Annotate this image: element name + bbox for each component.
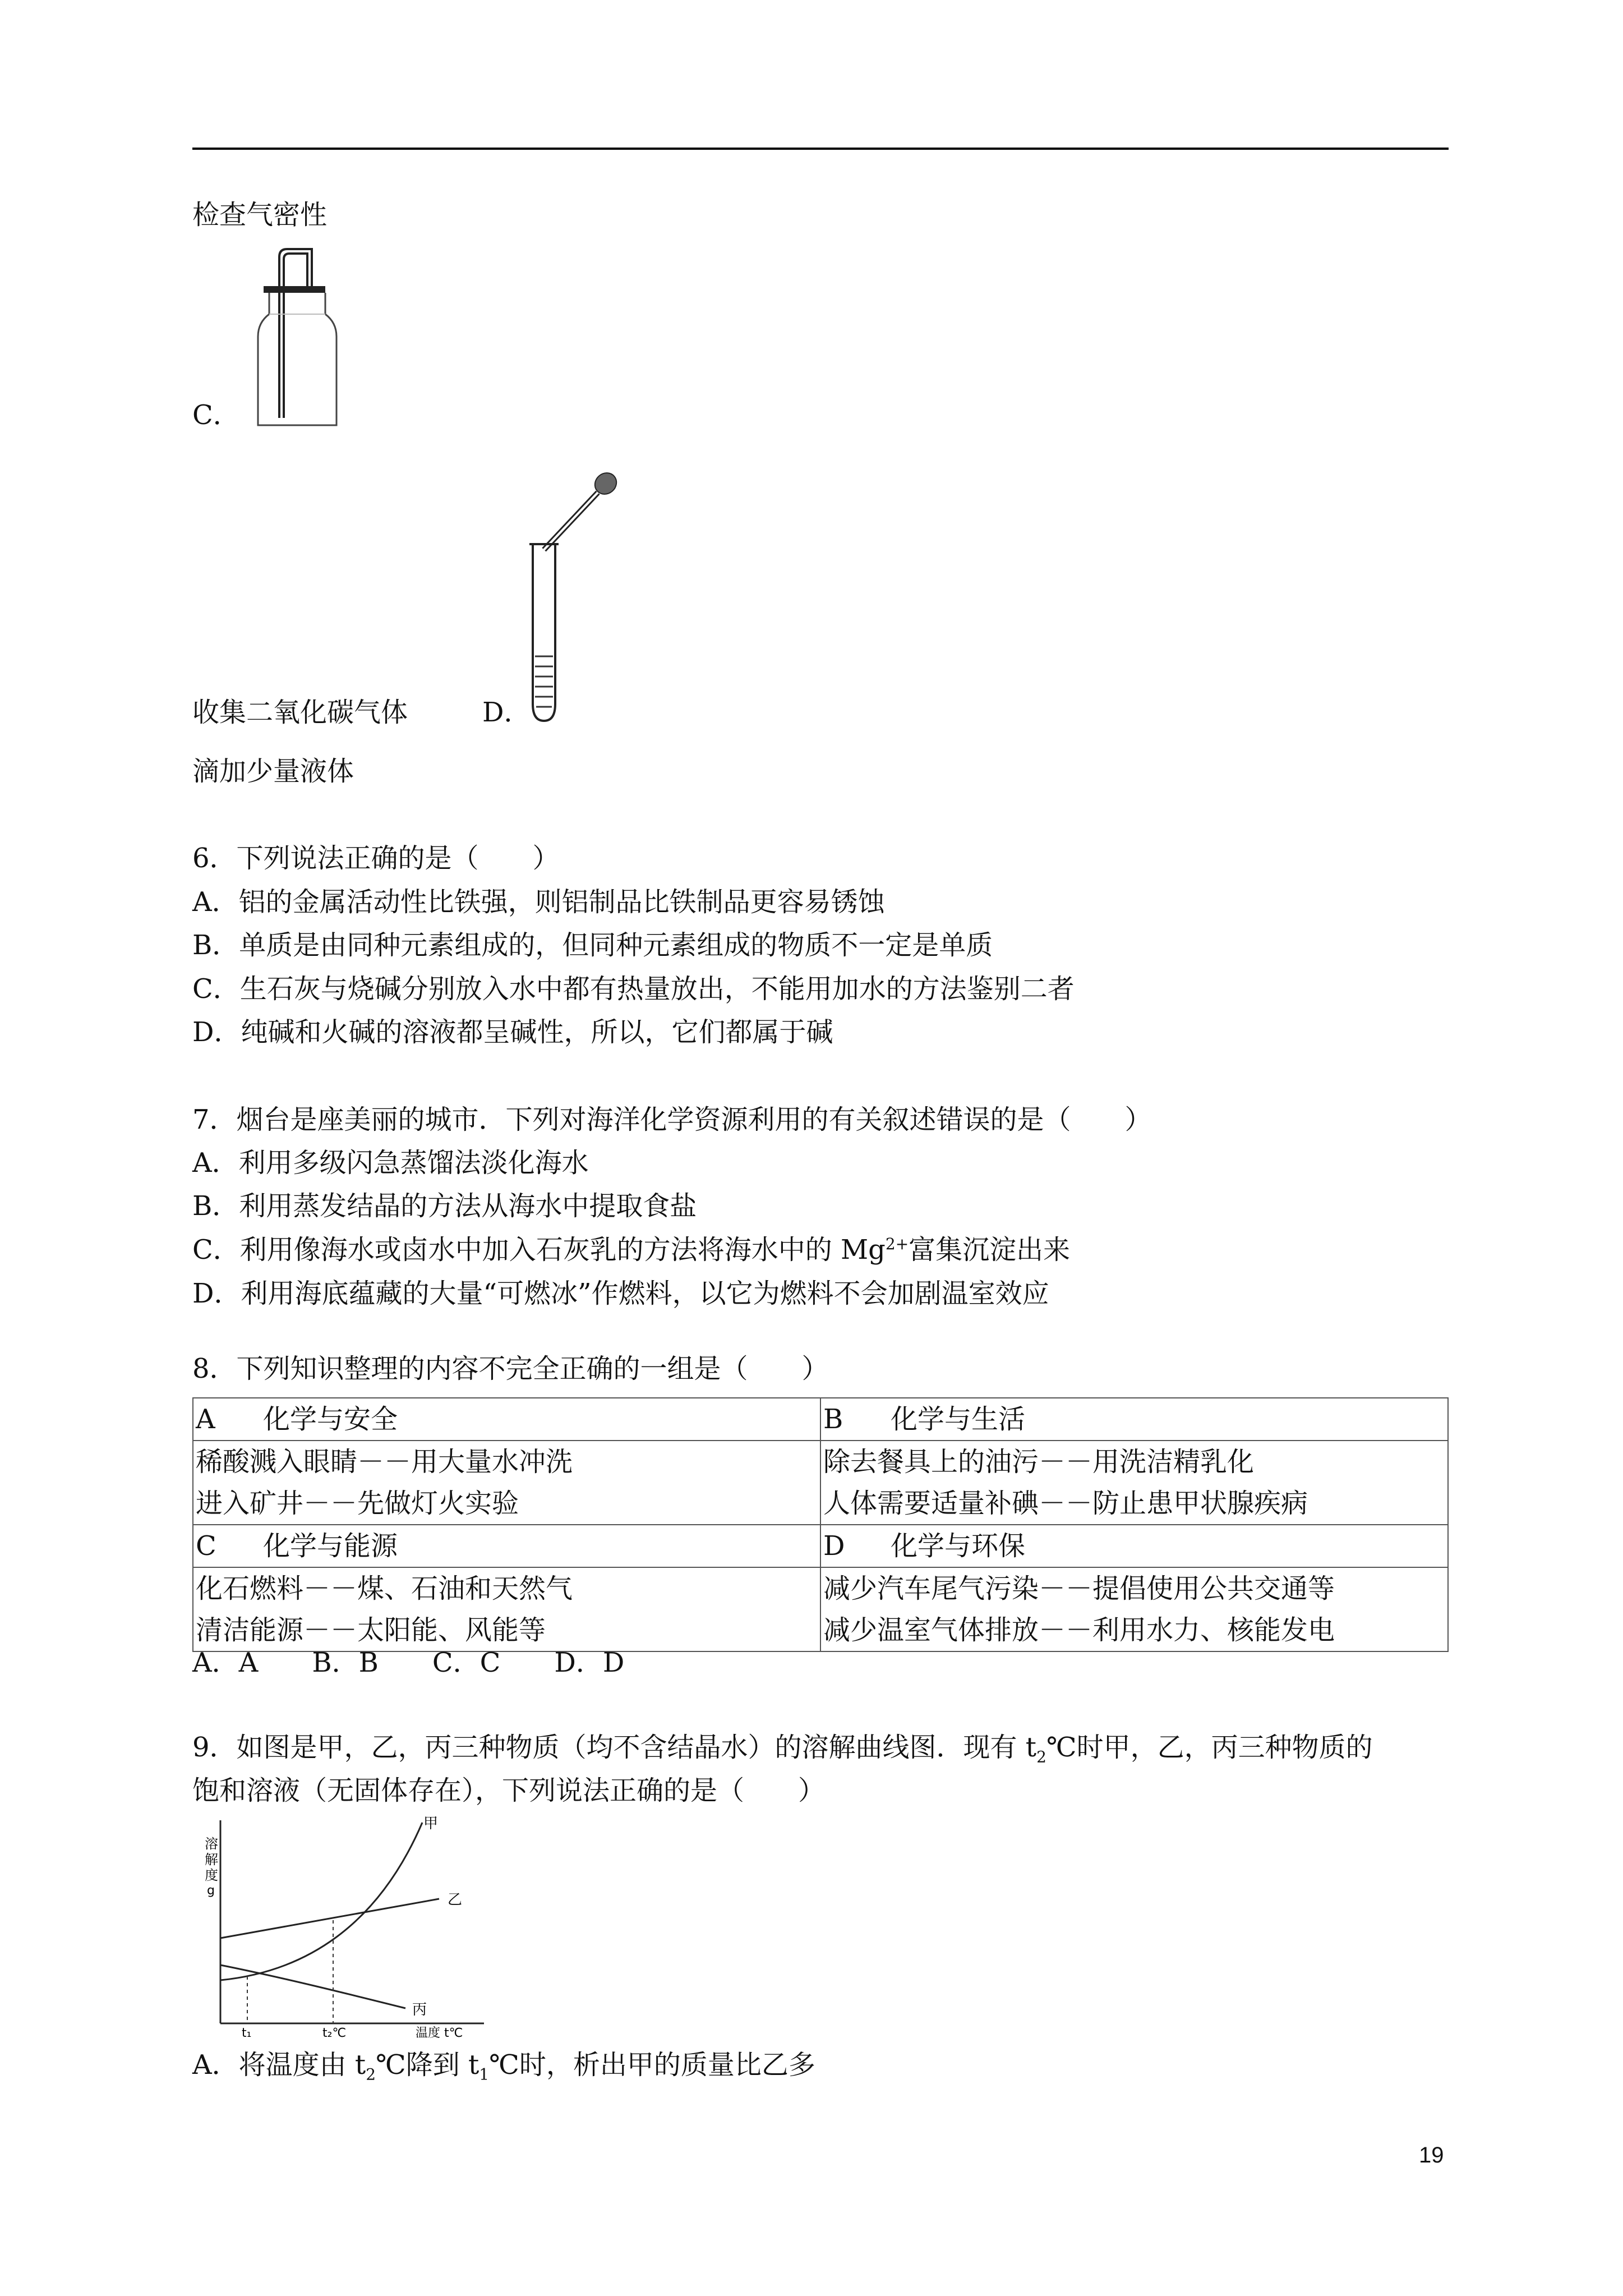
- cell-c-content: 化石燃料－－煤、石油和天然气 清洁能源－－太阳能、风能等: [193, 1567, 820, 1651]
- gas-bottle-airtightness-figure: [247, 247, 348, 432]
- q7-stem: 7．烟台是座美丽的城市．下列对海洋化学资源利用的有关叙述错误的是（ ）: [192, 1104, 1152, 1135]
- cell-a-content: 稀酸溅入眼睛－－用大量水冲洗 进入矿井－－先做灯火实验: [193, 1441, 820, 1525]
- q9-stem-line2: 饱和溶液（无固体存在），下列说法正确的是（ ）: [192, 1775, 826, 1806]
- option-d-label: D．: [482, 697, 531, 728]
- header-rule: [192, 148, 1449, 150]
- solubility-curve-figure: [192, 1815, 506, 2039]
- cell-d-header: D 化学与环保: [820, 1525, 1448, 1567]
- q6-option-a: A．铝的金属活动性比铁强，则铝制品比铁制品更容易锈蚀: [192, 886, 885, 918]
- option-c-label: C．: [192, 399, 240, 431]
- option-c-caption: 收集二氧化碳气体: [192, 697, 408, 728]
- cell-c-header: C 化学与能源: [193, 1525, 820, 1567]
- label-jia: 甲: [423, 1815, 439, 1832]
- q6-stem: 6．下列说法正确的是（ ）: [192, 843, 560, 874]
- q8-stem: 8．下列知识整理的内容不完全正确的一组是（ ）: [192, 1353, 829, 1384]
- label-yi: 乙: [448, 1892, 463, 1908]
- q6-option-d: D．纯碱和火碱的溶液都呈碱性，所以，它们都属于碱: [192, 1016, 833, 1048]
- cell-a-header: A 化学与安全: [193, 1398, 820, 1441]
- q7-option-b: B．利用蒸发结晶的方法从海水中提取食盐: [192, 1190, 697, 1222]
- q9-stem-line1: 9．如图是甲，乙，丙三种物质（均不含结晶水）的溶解曲线图．现有 $t_2℃$时甲，乙，丙三种物质的: [192, 1732, 1373, 1766]
- y-axis-label-2: 解: [205, 1852, 218, 1867]
- knowledge-table: [192, 1397, 1449, 1652]
- option-d-caption: 滴加少量液体: [192, 756, 354, 787]
- option-b-caption: 检查气密性: [192, 199, 328, 231]
- x-axis-label: 温度 t℃: [416, 2026, 463, 2039]
- page-number: 19: [1419, 2143, 1444, 2168]
- tick-t1: t₁: [242, 2026, 252, 2039]
- cell-b-content: 除去餐具上的油污－－用洗洁精乳化 人体需要适量补碘－－防止患甲状腺疾病: [820, 1441, 1448, 1525]
- q6-option-c: C．生石灰与烧碱分别放入水中都有热量放出，不能用加水的方法鉴别二者: [192, 973, 1075, 1005]
- q7-option-c: C．利用像海水或卤水中加入石灰乳的方法将海水中的 $Mg^{2+}$富集沉淀出来: [192, 1234, 1071, 1266]
- y-axis-label-4: g: [207, 1884, 215, 1898]
- q7-option-a: A．利用多级闪急蒸馏法淡化海水: [192, 1147, 589, 1179]
- test-tube-dropper-figure: [516, 466, 628, 729]
- q8-answer-choices: A．A B．B C．C D．D: [192, 1647, 625, 1678]
- y-axis-label-1: 溶: [205, 1836, 218, 1852]
- cell-d-content: 减少汽车尾气污染－－提倡使用公共交通等 减少温室气体排放－－利用水力、核能发电: [820, 1567, 1448, 1651]
- label-bing: 丙: [412, 2001, 427, 2018]
- y-axis-label-3: 度: [205, 1867, 218, 1883]
- q9-option-a: A．将温度由 $t_2℃$降到 $t_1℃$时，析出甲的质量比乙多: [192, 2049, 815, 2084]
- tick-t2: t₂℃: [322, 2026, 347, 2039]
- q6-option-b: B．单质是由同种元素组成的，但同种元素组成的物质不一定是单质: [192, 930, 993, 961]
- q7-option-d: D．利用海底蕴藏的大量“可燃冰”作燃料，以它为燃料不会加剧温室效应: [192, 1278, 1049, 1309]
- cell-b-header: B 化学与生活: [820, 1398, 1448, 1441]
